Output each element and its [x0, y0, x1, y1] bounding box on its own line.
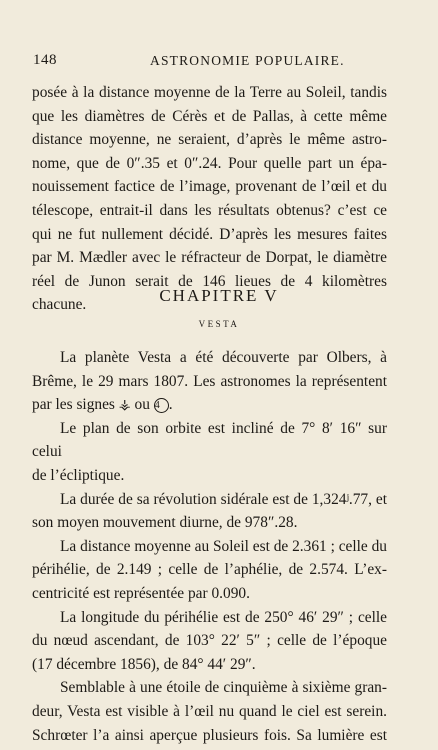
text-line: Semblable à une étoile de cinquième à sixième gran-: [60, 679, 387, 697]
chapter-title: CHAPITRE V: [159, 286, 279, 305]
text-line: du nœud ascendant, de 103° 22′ 5″ ; celle de l’époque: [32, 632, 387, 650]
text-line: que les diamètres de Cérès et de Pallas, à cette même: [32, 107, 387, 125]
text-line: [32, 393, 387, 417]
running-head: ASTRONOMIE POPULAIRE.: [150, 53, 345, 68]
text-line: de l’écliptique.: [32, 466, 125, 484]
text-line: qui ne fut nullement décidé. D’après les mesures faites: [32, 225, 387, 243]
signs-prefix: par les signes: [32, 396, 119, 414]
text-line: Schrœter l’a ainsi aperçue plusieurs fois. Sa lumière est: [32, 726, 387, 744]
text-line: son moyen mouvement diurne, de 978″.28.: [32, 514, 298, 532]
circled-four-icon: 4: [154, 398, 169, 413]
text-line: par M. Mædler avec le réfracteur de Dorpat, le diamètre: [32, 249, 387, 267]
text-line: La distance moyenne au Soleil est de 2.361 ; celle du: [60, 537, 387, 555]
chapter-subtitle: VESTA: [198, 319, 240, 329]
text-line: Le plan de son orbite est incliné de 7° 8′ 16″ sur celui: [32, 419, 387, 461]
page-number: 148: [33, 52, 57, 68]
signs-suffix: .: [168, 396, 173, 414]
text-line: télescope, entrait-il dans les résultats obtenus? c’est ce: [32, 201, 387, 219]
text-line: distance moyenne, ne seraient, d’après le même astro-: [32, 131, 387, 149]
text-line: Brême, le 29 mars 1807. Les astronomes la représentent: [32, 372, 387, 390]
text-line: nome, que de 0″.35 et 0″.24. Pour quelle part un épa-: [32, 154, 387, 172]
text-line: La durée de sa révolution sidérale est de 1,324ʲ.77, et: [60, 490, 387, 508]
text-line: réel de Junon serait de 146 lieues de 4 kilomètres chacune.: [32, 272, 387, 314]
vesta-symbol-icon: ⚶: [118, 398, 131, 414]
signs-mid: ou: [130, 396, 154, 414]
text-line: La longitude du périhélie est de 250° 46′ 29″ ; celle: [60, 608, 387, 626]
text-line: périhélie, de 2.149 ; celle de l’aphélie, de 2.574. L’ex-: [32, 561, 387, 579]
text-line: deur, Vesta est visible à l’œil nu quand le ciel est serein.: [32, 702, 387, 720]
chapter-text: [32, 346, 387, 747]
continuation-text: [32, 81, 387, 317]
text-line: La planète Vesta a été découverte par Olbers, à: [60, 349, 387, 366]
text-line: centricité est représentée par 0.090.: [32, 584, 250, 602]
text-line: (17 décembre 1856), de 84° 44′ 29″.: [32, 655, 256, 673]
text-line: posée à la distance moyenne de la Terre au Soleil, tandis: [32, 84, 387, 101]
page-header: [0, 48, 438, 72]
text-line: nouissement factice de l’image, provenant de l’œil et du: [32, 178, 387, 196]
